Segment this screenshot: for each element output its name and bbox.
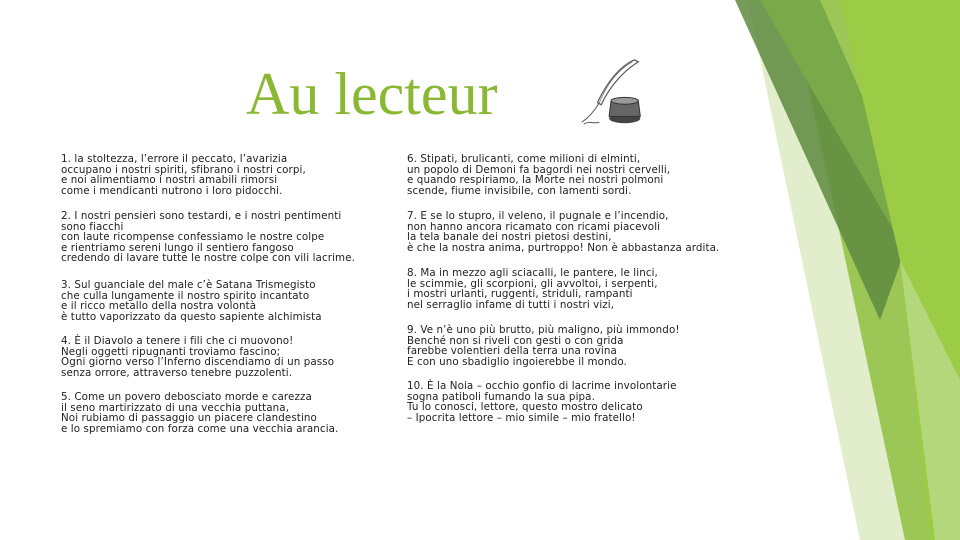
stanza-line: 2. I nostri pensieri sono testardi, e i nostri pentimenti [61,210,342,222]
stanza-line: E con uno sbadiglio ingoierebbe il mondo. [407,355,627,368]
stanza-line: e noi alimentiamo i nostri amabili rimorsi [61,174,278,186]
stanza-line: Ogni giorno verso l’Inferno discendiamo di un passo [61,356,335,368]
stanza-line: e lo spremiamo con forza come una vecchia arancia. [61,422,339,435]
stanza-line: un popolo di Demoni fa bagordi nei nostri cervelli, [407,163,671,176]
stanza-line: il seno martirizzato di una vecchia puttana, [61,401,290,414]
stanza-line: Tu lo conosci, lettore, questo mostro delicato [407,401,643,413]
stanza-8 [407,268,658,310]
stanza-10 [407,381,677,423]
stanza-line: e il ricco metallo della nostra volontà [61,300,257,312]
stanza-line: 3. Sul guanciale del male c’è Satana Trismegisto [61,279,316,291]
stanza-line: Negli oggetti ripugnanti troviamo fascino; [61,345,281,358]
stanza-line: 5. Come un povero debosciato morde e carezza [61,391,312,403]
stanza-line: farebbe volentieri della terra una rovina [407,345,617,357]
stanza-7 [407,211,719,253]
stanza-line: che culla lungamente il nostro spirito incantato [61,289,310,302]
stanza-line: 8. Ma in mezzo agli sciacalli, le pantere, le linci, [407,267,658,279]
stanza-line: nel serraglio infame di tutti i nostri vizi, [407,298,615,311]
stanza-2 [61,211,355,264]
slide-title: Au lecteur [246,61,498,127]
stanza-line: Benché non si riveli con gesti o con grida [407,334,624,347]
stanza-line: i mostri urlanti, ruggenti, striduli, rampanti [407,288,633,300]
stanza-line: credendo di lavare tutte le nostre colpe con vili lacrime. [61,252,355,264]
stanza-line: 1. la stoltezza, l’errore il peccato, l’avarizia [61,153,288,165]
stanza-line: 9. Ve n’è uno più brutto, più maligno, più immondo! [407,324,680,336]
stanza-line: scende, fiume invisibile, con lamenti sordi. [407,184,632,197]
stanza-line: sogna patiboli fumando la sua pipa. [407,390,595,403]
stanza-line: è tutto vaporizzato da questo sapiente alchimista [61,310,322,323]
stanza-line: occupano i nostri spiriti, sfibrano i nostri corpi, [61,163,306,176]
stanza-line: con laute ricompense confessiamo le nostre colpe [61,231,325,243]
stanza-line: 6. Stipati, brulicanti, come milioni di elminti, [407,153,641,165]
stanza-line: le scimmie, gli scorpioni, gli avvoltoi, i serpenti, [407,277,658,290]
stanza-3 [61,280,322,322]
stanza-line: e rientriamo sereni lungo il sentiero fangoso [61,241,294,254]
stanza-line: 7. E se lo stupro, il veleno, il pugnale e l’incendio, [407,210,669,222]
stanza-line: 4. È il Diavolo a tenere i fili che ci muovono! [61,335,294,347]
stanza-1 [61,154,306,196]
stanza-6 [407,154,670,196]
stanza-line: Noi rubiamo di passaggio un piacere clandestino [61,412,317,424]
stanza-line: e quando respiriamo, la Morte nei nostri polmoni [407,174,664,186]
stanza-4 [61,336,334,378]
stanza-5 [61,392,338,434]
stanza-line: la tela banale dei nostri pietosi destini, [407,231,612,243]
stanza-9 [407,325,680,367]
stanza-line: non hanno ancora ricamato con ricami piacevoli [407,220,661,233]
stanza-line: – Ipocrita lettore – mio simile – mio fratello! [407,411,636,424]
stanza-line: è che la nostra anima, purtroppo! Non è abbastanza ardita. [407,241,720,254]
stanza-line: come i mendicanti nutrono i loro pidocchi. [61,184,283,197]
stanza-line: 10. È la Noia – occhio gonfio di lacrime involontarie [407,380,677,392]
stanza-line: sono fiacchi [61,220,124,233]
quill-inkwell-icon [574,54,652,132]
stanza-line: senza orrore, attraverso tenebre puzzolenti. [61,366,293,379]
